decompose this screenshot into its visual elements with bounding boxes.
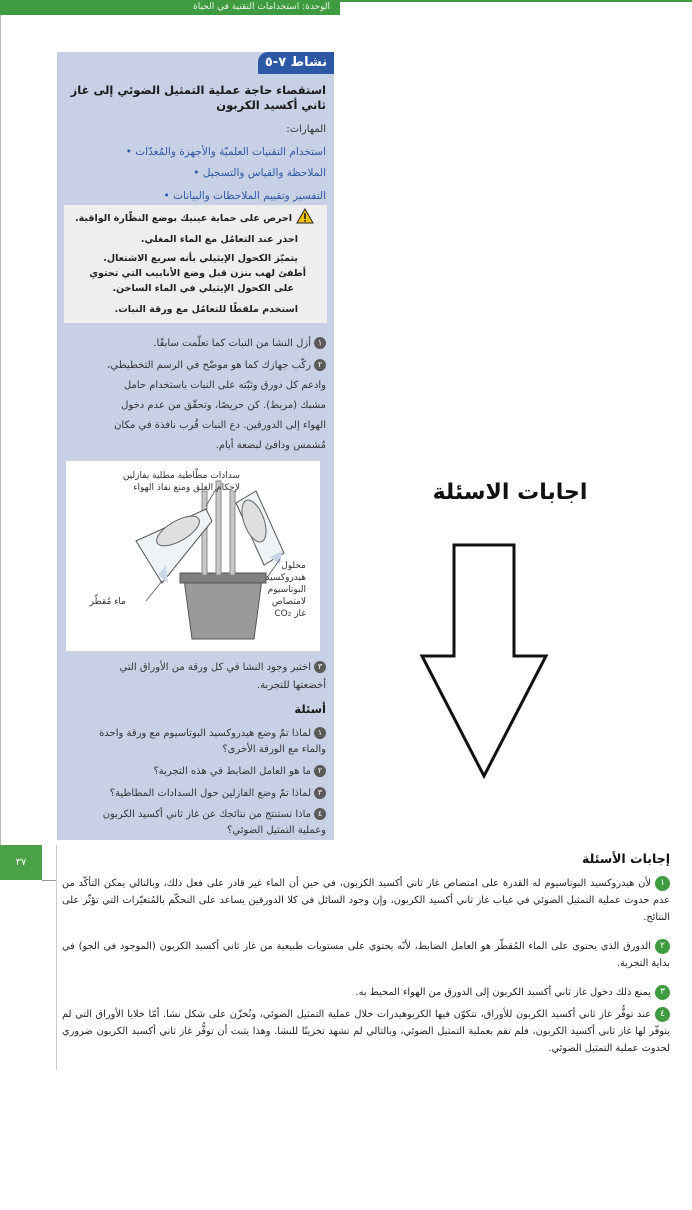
skill-item: التفسير وتقييم الملاحظات والبيانات •	[70, 189, 326, 203]
skills-label: المهارات:	[286, 124, 326, 135]
question-4: ٤ماذا تستنتج من نتائجك عن غاز ثاني أكسيد الكربون وعملية التمثيل الضوئي؟	[102, 809, 326, 836]
answer-number: ٤	[655, 1007, 670, 1022]
answer-2	[62, 938, 670, 972]
top-header-line	[340, 0, 692, 15]
warning-line: أطفئ لهب بنزن قبل وضع الأنابيب التي تحتوي	[89, 268, 306, 279]
warning-icon	[296, 208, 314, 224]
warning-line: استخدم ملقطًا للتعامُل مع ورقة النبات.	[114, 304, 298, 315]
warning-line: احذر عند التعامُل مع الماء المغلي.	[140, 234, 298, 245]
warning-line: احرص على حماية عينيك بوضع النظّارة الواقية.	[75, 213, 292, 224]
answers-title: إجابات الأسئلة	[582, 851, 670, 866]
question-2: ٢ما هو العامل الضابط في هذه التجربة؟	[70, 764, 326, 780]
figure-label-water: ماء مُقطّر	[89, 597, 126, 607]
step-text: وادعم كل دورق وثبّته على النبات باستخدام حامل	[123, 380, 326, 391]
answer-number: ١	[655, 876, 670, 891]
step-text: مُشمس ودافئ لبضعة أيام.	[215, 440, 326, 451]
down-arrow-icon	[418, 542, 550, 780]
answer-1	[62, 875, 670, 926]
question-number: ٤	[314, 808, 326, 820]
question-1: ١لماذا تمّ وضع هيدروكسيد البوتاسيوم مع ورقة واحدة والماء مع الورقة الأخرى؟	[99, 728, 326, 755]
step-text: ركّب جهازك كما هو موضّح في الرسم التخطيطي،	[107, 360, 311, 371]
step-text: مشبك (مربط). كن حريصًا، وتحقّق من عدم دخول	[121, 400, 326, 411]
step-number: ٢	[314, 359, 326, 371]
question-number: ٢	[314, 765, 326, 777]
warning-line: على الكحول الإيثيلي في الماء الساخن.	[112, 283, 294, 294]
step-text: الهواء إلى الدورقين. دع النبات قُرب نافذة في مكان	[114, 420, 326, 431]
answers-headline: اجابات الاسئلة	[432, 480, 588, 505]
questions-title: أسئلة	[294, 702, 326, 716]
step-3	[70, 660, 326, 694]
skill-item: استخدام التقنيات العلميّة والأجهزة والمُعدّات •	[70, 145, 326, 159]
figure-label-koh: محلول هيدروكسيد البوتاسيوم لامتصاص غاز CO₂	[265, 561, 306, 619]
step-1	[70, 336, 326, 352]
step-text: أزل النشا من النبات كما تعلّمت سابقًا.	[153, 338, 311, 349]
page-number: ٣٧	[0, 845, 42, 880]
header-title: الوحدة: استخدامات التقنية في الحياة	[193, 2, 330, 12]
question-number: ٣	[314, 787, 326, 799]
warning-line: يتميّز الكحول الإيثيلي بأنه سريع الاشتعال.	[103, 253, 298, 264]
page-edge-line	[0, 15, 1, 845]
answer-text: لأن هيدروكسيد البوتاسيوم له القدرة على امتصاص غاز ثاني أكسيد الكربون، في حين أن الماء غير قادر على فعل ذلك، وبالتالي يمكن التأكّد من عدم حدوث عملية التمثيل الضوئي في غياب غاز ثاني أكسيد الكربون، وإن وجود السائل في كلا الدورقين يساعد على التحكّم بالمُتغيّرات التي تؤثّر على النتائج.	[62, 878, 670, 923]
figure-label-stoppers: سدادات مطّاطية مطلية بفازلين لإحكام الغلق ومنع نفاذ الهواء	[122, 471, 240, 493]
step-text: اختبر وجود النشا في كل ورقة من الأوراق التي	[119, 662, 311, 673]
step-text: أخضعتها للتجربة.	[257, 680, 326, 691]
step-number: ٣	[314, 661, 326, 673]
skill-item: الملاحظة والقياس والتسجيل •	[70, 166, 326, 180]
activity-badge: نشاط ٧-٥	[258, 52, 334, 74]
step-number: ١	[314, 337, 326, 349]
step-2	[70, 358, 326, 454]
answer-text: عند توفُّر غاز ثاني أكسيد الكربون للأوراق، تتكوّن فيها الكربوهيدرات خلال عملية التمثيل الضوئي، وتُخزّن على شكل نشا. أمّا خلايا الأوراق التي لم يتوفّر لها غاز ثاني أكسيد الكربون، فلم تقم بعملية التمثيل الضوئي، وبالتالي لم تشهد تخزينًا للنشا. وهذا يثبت أن توفُّر غاز ثاني أكسيد الكربون ضروري لحدوث عملية التمثيل الضوئي.	[62, 1009, 670, 1054]
answer-number: ٣	[655, 985, 670, 1000]
page-number-line	[42, 880, 56, 881]
question-number: ١	[314, 727, 326, 739]
answer-number: ٢	[655, 939, 670, 954]
activity-title: استقصاء حاجة عملية التمثيل الضوئي إلى غاز ثاني أكسيد الكربون	[70, 83, 326, 112]
top-header-bar	[0, 0, 340, 15]
answer-4	[62, 1006, 670, 1057]
answer-text: يمنع ذلك دخول غاز ثاني أكسيد الكربون إلى الدورق من الهواء المحيط به.	[355, 987, 651, 998]
question-3: ٣لماذا تمّ وضع الفازلين حول السدادات المطاطية؟	[70, 786, 326, 802]
answers-divider	[56, 845, 57, 1070]
answer-text: الدورق الذي يحتوي على الماء المُقطّر هو العامل الضابط، لأنّه يحتوي على مستويات طبيعية من غاز ثاني أكسيد الكربون (الموجود في الجو) في بداية التجربة.	[62, 941, 670, 969]
answer-3	[62, 984, 670, 1001]
